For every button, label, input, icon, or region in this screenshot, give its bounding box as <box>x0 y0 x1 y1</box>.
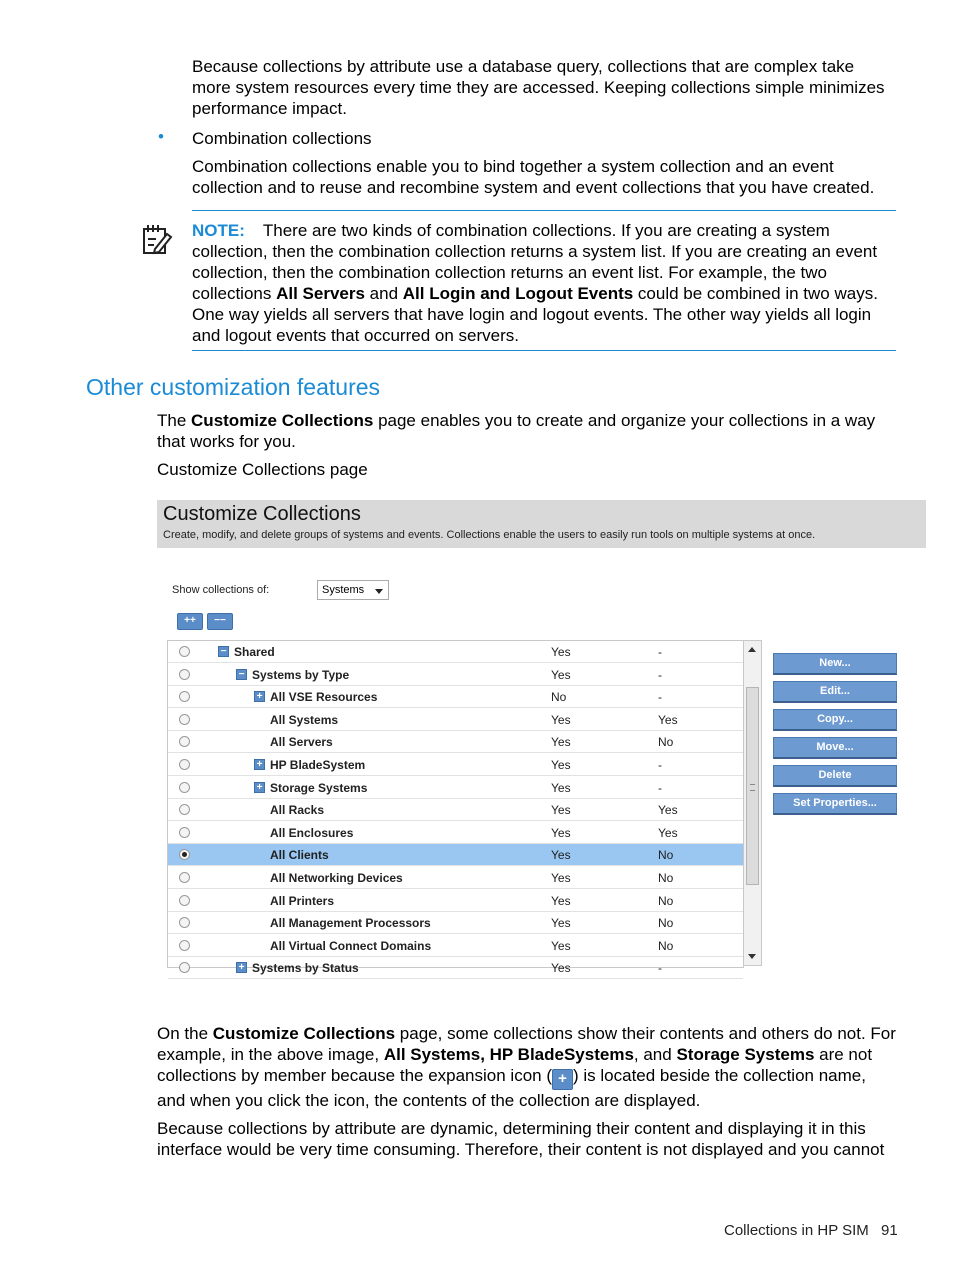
row-radio-button[interactable] <box>179 669 190 680</box>
row-radio-button[interactable] <box>179 691 190 702</box>
shared-value: Yes <box>551 871 571 885</box>
table-row[interactable] <box>168 777 743 799</box>
note-bottom-rule <box>192 350 896 351</box>
collection-name: Systems by Type <box>252 667 350 682</box>
figure-caption: Customize Collections page <box>157 460 368 479</box>
shared-value: Yes <box>551 645 571 659</box>
row-radio-button[interactable] <box>179 895 190 906</box>
collection-name: All Printers <box>270 893 335 908</box>
shared-value: Yes <box>551 780 571 795</box>
row-radio-button[interactable] <box>179 736 190 747</box>
row-radio-button[interactable] <box>179 759 190 770</box>
expand-all-button[interactable]: ++ <box>177 613 203 630</box>
member-value: Yes <box>658 825 678 840</box>
member-value: - <box>658 690 662 705</box>
chevron-down-icon <box>375 589 383 594</box>
shared-value: Yes <box>551 848 571 863</box>
shared-value: Yes <box>551 825 571 840</box>
row-radio-button[interactable] <box>179 917 190 928</box>
member-value: No <box>658 871 674 885</box>
row-radio-button[interactable] <box>179 646 190 657</box>
member-value: No <box>658 893 674 908</box>
scroll-up-arrow-icon[interactable] <box>748 647 756 652</box>
note-top-rule <box>192 210 896 211</box>
member-value: - <box>658 961 662 976</box>
table-row[interactable] <box>168 935 743 957</box>
section-title: Other customization features <box>86 374 381 400</box>
member-value: No <box>658 916 674 931</box>
table-row[interactable] <box>168 709 743 731</box>
screenshot-description: Create, modify, and delete groups of systems and events. Collections enable the users to easily run tools on multiple systems at once. <box>163 529 816 541</box>
table-row[interactable] <box>168 890 743 912</box>
member-value: Yes <box>658 712 678 727</box>
scroll-thumb[interactable] <box>746 687 759 885</box>
shared-value: Yes <box>551 667 571 682</box>
row-radio-button[interactable] <box>179 714 190 725</box>
collection-name: All Enclosures <box>270 825 354 840</box>
table-row[interactable] <box>168 912 743 934</box>
page-number: 91 <box>881 1222 898 1239</box>
table-row[interactable] <box>168 867 743 889</box>
show-collections-label: Show collections of: <box>172 584 270 596</box>
collection-name: All Systems <box>270 712 339 727</box>
table-row[interactable] <box>168 799 743 821</box>
delete-button[interactable]: Delete <box>773 765 897 787</box>
collection-name: Shared <box>234 645 275 659</box>
table-row[interactable] <box>168 641 743 663</box>
table-scrollbar[interactable] <box>743 640 762 966</box>
table-row[interactable] <box>168 754 743 776</box>
expand-plus-icon[interactable]: + <box>254 782 265 793</box>
row-radio-button[interactable] <box>179 804 190 815</box>
shared-value: No <box>551 690 567 705</box>
collection-name: All Clients <box>270 848 329 863</box>
expand-plus-icon[interactable]: + <box>236 962 247 973</box>
collections-table <box>167 640 744 976</box>
table-row[interactable] <box>168 686 743 708</box>
move-button[interactable]: Move... <box>773 737 897 759</box>
table-row[interactable] <box>168 822 743 844</box>
member-value: No <box>658 735 674 750</box>
combination-paragraph: Combination collections enable you to bind together a system collection and an event collection and to reuse and recombine system and event collections that you have created. <box>192 157 875 197</box>
row-radio-button[interactable] <box>179 782 190 793</box>
edit-button[interactable]: Edit... <box>773 681 897 703</box>
collection-name: All Virtual Connect Domains <box>270 938 432 953</box>
row-radio-button[interactable] <box>179 827 190 838</box>
dynamic-attribute-paragraph: Because collections by attribute are dynamic, determining their content and displaying it in this interface would be very time consuming. Therefore, their content is not displayed and you cannot <box>157 1119 885 1159</box>
expand-plus-icon: + <box>552 1069 573 1090</box>
shared-value: Yes <box>551 803 571 818</box>
member-value: No <box>658 848 674 863</box>
row-radio-button[interactable] <box>179 962 190 973</box>
footer-title: Collections in HP SIM <box>724 1222 869 1239</box>
shared-value: Yes <box>551 961 571 976</box>
shared-value: Yes <box>551 735 571 750</box>
collection-name: All Management Processors <box>270 916 431 931</box>
customize-collections-screenshot <box>157 500 926 976</box>
screenshot-title: Customize Collections <box>163 503 361 525</box>
bullet-icon: • <box>158 127 164 146</box>
collection-name: All Networking Devices <box>270 871 403 885</box>
row-radio-button[interactable] <box>179 872 190 883</box>
collapse-minus-icon[interactable]: − <box>218 646 229 657</box>
row-radio-button[interactable] <box>179 940 190 951</box>
new-button[interactable]: New... <box>773 653 897 675</box>
shared-value: Yes <box>551 893 571 908</box>
bullet-title: Combination collections <box>192 129 372 148</box>
scroll-down-arrow-icon[interactable] <box>748 954 756 959</box>
member-value: - <box>658 667 662 682</box>
collection-name: Systems by Status <box>252 961 359 976</box>
collections-explanation-paragraph: On the Customize Collections page, some collections show their contents and others do not. For example, in the above image, All Systems, HP BladeSystems, and Storage Systems are not collections by member because the expansion icon ( + ) is located beside the collection name, and when you click the icon, the contents of the collection are displayed. <box>157 1024 896 1110</box>
screenshot-header <box>157 500 926 548</box>
show-collections-select[interactable]: Systems <box>317 580 389 600</box>
row-radio-button[interactable] <box>179 849 190 860</box>
shared-value: Yes <box>551 916 571 931</box>
member-value: - <box>658 780 662 795</box>
collection-name: All VSE Resources <box>270 690 378 705</box>
member-value: Yes <box>658 803 678 818</box>
table-row[interactable] <box>168 664 743 686</box>
expand-plus-icon[interactable]: + <box>254 691 265 702</box>
shared-value: Yes <box>551 938 571 953</box>
collection-name: All Racks <box>270 803 325 818</box>
note-pencil-icon <box>141 222 173 256</box>
expand-plus-icon[interactable]: + <box>254 759 265 770</box>
table-row[interactable] <box>168 731 743 753</box>
member-value: No <box>658 938 674 953</box>
collapse-all-button[interactable]: −− <box>207 613 233 630</box>
note-text: NOTE: There are two kinds of combination collections. If you are creating a system collection, then the combination collection returns a system list. If you are creating an event collection, then the combination collection returns an event list. For example, the two collections All Servers and All Login and Logout Events could be combined in two ways. One way yields all servers that have login and logout events. The other way yields all login and logout events that occurred on servers. <box>192 221 878 345</box>
member-value: - <box>658 758 662 772</box>
collection-name: HP BladeSystem <box>270 758 366 772</box>
note-label: NOTE: <box>192 221 245 240</box>
section-paragraph: The Customize Collections page enables you to create and organize your collections in a way that works for you. <box>157 411 876 451</box>
collapse-minus-icon[interactable]: − <box>236 669 247 680</box>
collection-name: Storage Systems <box>270 780 368 795</box>
table-row[interactable] <box>168 844 743 866</box>
shared-value: Yes <box>551 758 571 772</box>
set-properties-button[interactable]: Set Properties... <box>773 793 897 815</box>
attribute-paragraph: Because collections by attribute use a database query, collections that are complex take more system resources every time they are accessed. Keeping collections simple minimizes performance impact. <box>192 57 885 118</box>
grip-icon <box>750 784 755 791</box>
copy-button[interactable]: Copy... <box>773 709 897 731</box>
table-row[interactable] <box>168 957 743 979</box>
member-value: - <box>658 645 662 659</box>
collection-name: All Servers <box>270 735 333 750</box>
shared-value: Yes <box>551 712 571 727</box>
